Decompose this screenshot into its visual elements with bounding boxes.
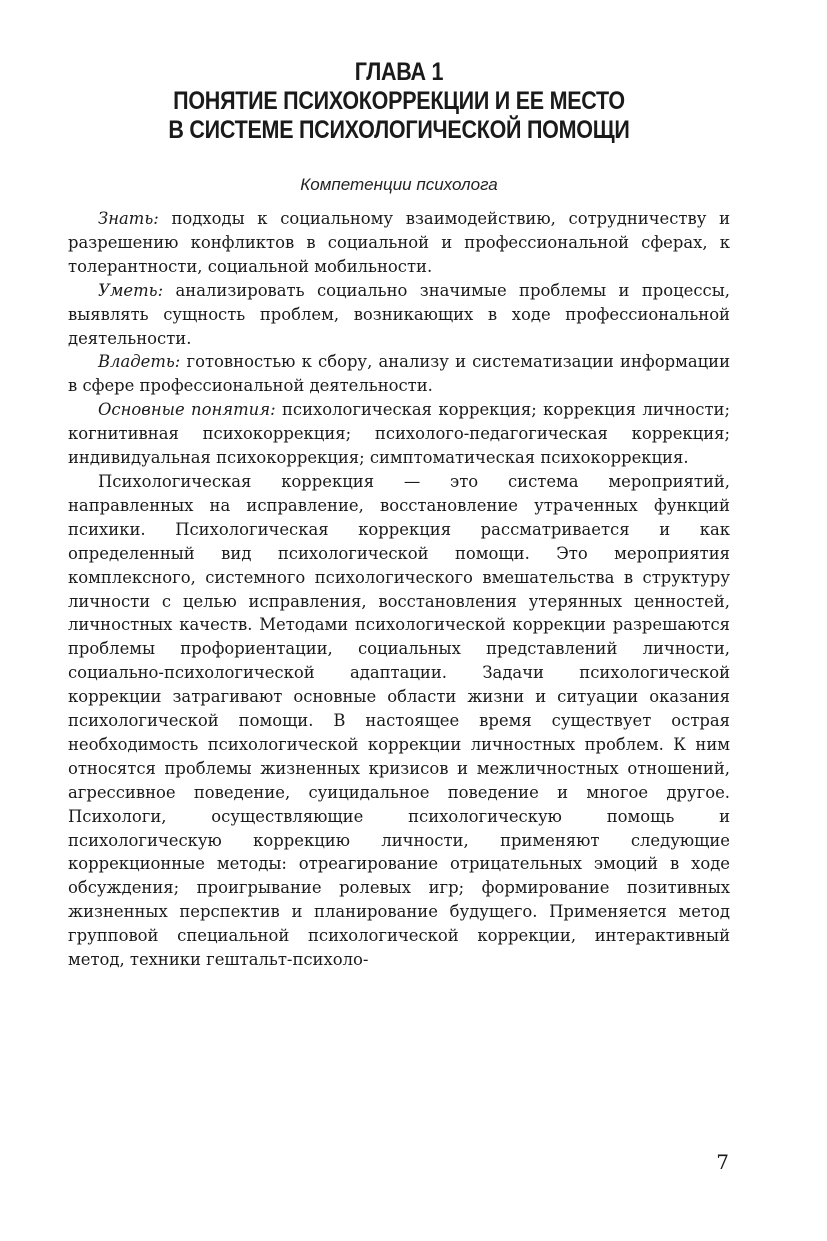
- term-label: Знать:: [98, 209, 159, 228]
- paragraph-text: подходы к социальному взаимодействию, сотрудничеству и разрешению конфликтов в социальной и профессиональной сферах, к толерантности, социальной мобильности.: [68, 209, 730, 276]
- book-page: [68, 58, 730, 972]
- paragraph-text: анализировать социально значимые проблемы и процессы, выявлять сущность проблем, возникающих в ходе профессиональной деятельности.: [68, 280, 730, 348]
- chapter-title-line-1: ПОНЯТИЕ ПСИХОКОРРЕКЦИИ И ЕЕ МЕСТО: [173, 87, 625, 115]
- paragraph-key-concepts: [68, 398, 730, 470]
- page-number: 7: [716, 1150, 729, 1174]
- term-label: Владеть:: [98, 352, 181, 372]
- paragraph-text: Психологическая коррекция — это система мероприятий, направленных на исправление, восстановление утраченных функций психики. Психологическая коррекция рассматривается и как определенный вид психологической помощи. Это мероприятия комплексного, системного психологического вмешательства в структуру личности с целью исправления, восстановления утерянных ценностей, личностных качеств. Методами психологической коррекции разрешаются проблемы профориентации, социальных представлений личности, социально-психологической адаптации. Задачи психологической коррекции затрагивают основные области жизни и ситуации оказания психологической помощи. В настоящее время существует острая необходимость психологической коррекции личностных проблем. К ним относятся проблемы жизненных кризисов и межличностных отношений, агрессивное поведение, суицидальное поведение и многое другое. Психологи, осуществляющие психологическую помощь и психологическую коррекцию личности, применяют следующие коррекционные методы: отреагирование отрицательных эмоций в ходе обсуждения; проигрывание ролевых игр; формирование позитивных жизненных перспектив и планирование будущего. Применяется метод групповой специальной психологической коррекции, интерактивный метод, техники гештальт-психоло-: [68, 471, 730, 970]
- term-label: Основные понятия:: [98, 400, 276, 420]
- chapter-heading: [114, 58, 683, 145]
- paragraph-text: готовностью к сбору, анализу и систематизации информации в сфере профессиональной деятельности.: [68, 352, 730, 396]
- paragraph-able: [68, 279, 730, 351]
- paragraph-main: [68, 470, 730, 972]
- chapter-title-line-2: В СИСТЕМЕ ПСИХОЛОГИЧЕСКОЙ ПОМОЩИ: [168, 116, 630, 144]
- paragraph-know: [68, 207, 730, 279]
- section-subtitle: Компетенции психолога: [300, 175, 498, 194]
- chapter-number: ГЛАВА 1: [354, 58, 444, 86]
- term-label: Уметь:: [98, 280, 164, 300]
- body-text: [68, 207, 730, 972]
- paragraph-text: психологическая коррекция; коррекция личности; когнитивная психокоррекция; психолого-педагогическая коррекция; индивидуальная психокоррекция; симптоматическая психокоррекция.: [68, 400, 730, 468]
- paragraph-master: [68, 350, 730, 398]
